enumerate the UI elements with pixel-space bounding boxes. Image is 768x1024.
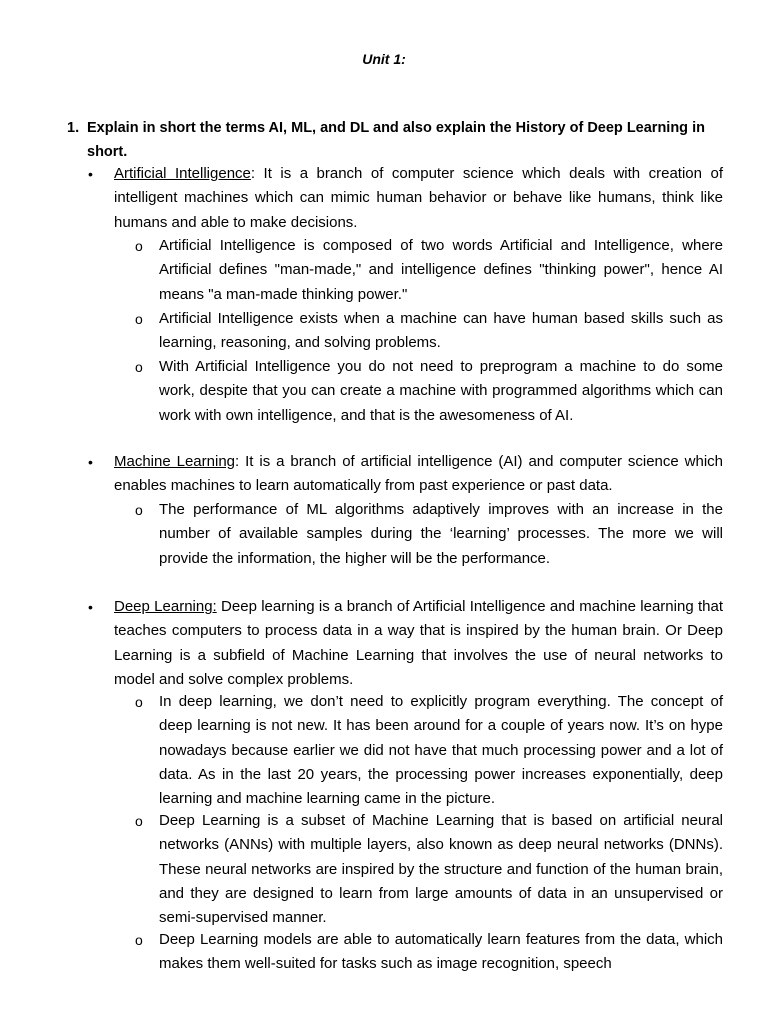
sub-bullet-icon: o <box>135 502 143 518</box>
definition-dl: Deep learning is a branch of Artificial Intelligence and machine learning that teaches computers to process data in a way that is inspired by the human brain. Or Deep Learning is a subfield of Machine Learning that involves the use of neural networks to model and solve complex problems. <box>114 598 723 688</box>
sub-bullet-icon: o <box>135 932 143 948</box>
term-separator: : <box>250 165 256 182</box>
term-separator: : <box>235 453 240 470</box>
dl-point-3-text: Deep Learning models are able to automatically learn features from the data, which makes them well-suited for tasks such as image recognition, speech <box>159 931 723 973</box>
ai-point-3-text: With Artificial Intelligence you do not need to preprogram a machine to do some work, despite that you can create a machine with programmed algorithms which can work with own intelligence, and that is the awesomeness of AI. <box>159 358 723 424</box>
unit-title: Unit 1: <box>362 51 406 67</box>
dl-point-2 <box>135 809 723 930</box>
section-ai <box>88 162 723 235</box>
bullet-icon: • <box>88 454 93 470</box>
dl-point-1 <box>135 690 723 811</box>
dl-point-2-text: Deep Learning is a subset of Machine Learning that is based on artificial neural networks (ANNs) with multiple layers, also known as deep neural networks (DNNs). These neural networks are inspired by the structure and function of the human brain, and they are designed to learn from large amounts of data in an unsupervised or semi-supervised manner. <box>159 812 723 927</box>
bullet-icon: • <box>88 599 93 615</box>
sub-bullet-icon: o <box>135 359 143 375</box>
ai-point-2 <box>135 307 723 356</box>
dl-point-3 <box>135 928 723 977</box>
term-ml: Machine Learning <box>114 453 236 470</box>
term-dl: Deep Learning: <box>114 598 217 615</box>
question-number: 1. <box>67 120 80 136</box>
section-dl <box>88 595 723 692</box>
ai-point-1-text: Artificial Intelligence is composed of two words Artificial and Intelligence, where Artificial defines "man-made," and intelligence defines "thinking power", hence AI means "a man-made thinking power." <box>159 237 723 303</box>
bullet-icon: • <box>88 166 93 182</box>
sub-bullet-icon: o <box>135 311 143 327</box>
sub-bullet-icon: o <box>135 238 143 254</box>
definition-ml: It is a branch of artificial intelligence (AI) and computer science which enables machines to learn automatically from past experience or past data. <box>114 453 724 495</box>
definition-ai: It is a branch of computer science which deals with creation of intelligent machines which can mimic human behavior or behave like humans, think like humans and able to make decisions. <box>114 165 723 231</box>
ai-point-2-text: Artificial Intelligence exists when a machine can have human based skills such as learning, reasoning, and solving problems. <box>159 310 723 352</box>
sub-bullet-icon: o <box>135 694 143 710</box>
dl-point-1-text: In deep learning, we don’t need to explicitly program everything. The concept of deep learning is not new. It has been around for a couple of years now. It’s on hype nowadays because earlier we did not have that much processing power and a lot of data. As in the last 20 years, the processing power increases exponentially, deep learning and machine learning came in the picture. <box>159 693 723 808</box>
ai-point-1 <box>135 234 723 307</box>
question-text: Explain in short the terms AI, ML, and DL and also explain the History of Deep Learning in short. <box>87 120 705 160</box>
sub-bullet-icon: o <box>135 813 143 829</box>
section-ml <box>88 450 724 499</box>
term-ai: Artificial Intelligence <box>114 165 251 182</box>
ai-point-3 <box>135 355 723 428</box>
ml-point-1 <box>135 498 723 571</box>
question-heading <box>67 117 727 164</box>
ml-point-1-text: The performance of ML algorithms adaptively improves with an increase in the number of available samples during the ‘learning’ processes. The more we will provide the information, the higher will be the performance. <box>159 501 723 567</box>
